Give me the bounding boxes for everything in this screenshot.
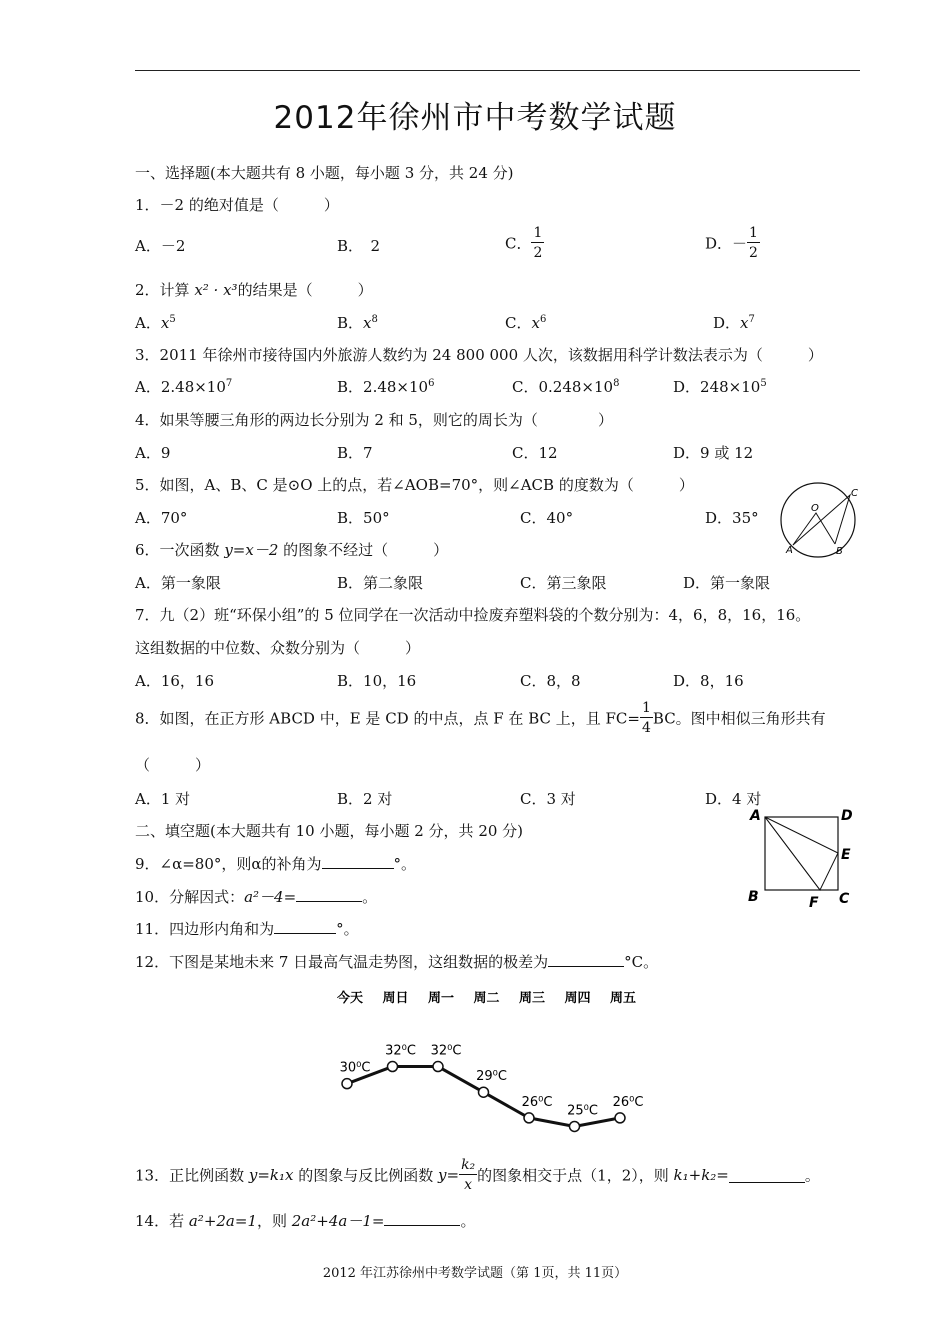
data-label: 25⁰C xyxy=(567,1103,598,1119)
q14: 14．若 a²+2a=1，则 2a²+4a－1= 。 xyxy=(135,1212,476,1230)
q6-option-a: A．第一象限 xyxy=(135,574,221,592)
q7-stem-line1: 7．九（2）班“环保小组”的 5 位同学在一次活动中捡废弃塑料袋的个数分别为：4，6，8，16，16。 xyxy=(135,606,811,624)
q11: 11．四边形内角和为 °。 xyxy=(135,920,359,938)
data-point xyxy=(388,1062,398,1072)
category-label: 周日 xyxy=(382,991,409,1006)
data-point xyxy=(524,1113,534,1123)
section-1-heading: 一、选择题(本大题共有 8 小题，每小题 3 分，共 24 分) xyxy=(135,164,514,182)
q4-stem: 4．如果等腰三角形的两边长分别为 2 和 5，则它的周长为（ ） xyxy=(135,411,613,429)
q7-option-c: C．8，8 xyxy=(520,672,581,690)
q6-option-b: B．第二象限 xyxy=(337,574,424,592)
data-point xyxy=(342,1079,352,1089)
q7-option-d: D．8，16 xyxy=(673,672,744,690)
category-label: 周四 xyxy=(564,991,591,1006)
q11-blank[interactable] xyxy=(274,919,336,934)
q2-option-d: D．$x^7$ xyxy=(713,314,755,332)
q6-option-d: D．第一象限 xyxy=(683,574,771,592)
data-label: 30⁰C xyxy=(339,1060,371,1076)
q3-option-b: B．$2.48\times 10^6$ xyxy=(337,378,435,396)
label-e: E xyxy=(841,847,851,863)
label-f: F xyxy=(809,895,819,909)
angle-acb xyxy=(793,495,850,545)
q3-stem: 3．2011 年徐州市接待国内外旅游人数约为 24 800 000 人次，该数据用科学计数法表示为（ ） xyxy=(135,346,823,364)
q8-option-a: A．1 对 xyxy=(135,790,191,808)
label-b: B xyxy=(836,546,843,557)
label-a: A xyxy=(750,808,761,824)
q5-option-b: B．50° xyxy=(337,509,390,527)
category-label: 今天 xyxy=(336,991,364,1006)
label-b: B xyxy=(748,889,759,905)
data-label: 26⁰C xyxy=(521,1094,553,1110)
q3-option-a: A．$2.48\times 10^7$ xyxy=(135,378,233,396)
label-d: D xyxy=(841,808,853,824)
data-point xyxy=(479,1087,489,1097)
q2-stem: 2．计算 x² · x³的结果是（ ） xyxy=(135,281,373,299)
q5-stem: 5．如图，A、B、C 是⊙O 上的点，若∠AOB=70°，则∠ACB 的度数为（ ） xyxy=(135,476,694,494)
q8-stem: 8．如图，在正方形 ABCD 中，E 是 CD 的中点，点 F 在 BC 上，且 FC= $\frac{1}{4}$ BC。图中相似三角形共有 xyxy=(135,700,826,736)
label-a: A xyxy=(786,545,793,556)
q3-option-c: C．$0.248\times 10^8$ xyxy=(512,378,620,396)
category-label: 周一 xyxy=(427,991,455,1006)
q6-option-c: C．第三象限 xyxy=(520,574,607,592)
q5-option-d: D．35° xyxy=(705,509,759,527)
q2-option-a: A．$x^5$ xyxy=(135,314,176,332)
q1-option-d: D．－ $\frac{1}{2}$ xyxy=(705,225,758,261)
q14-blank[interactable] xyxy=(384,1211,460,1226)
triangle-aef xyxy=(765,817,838,890)
q3-option-d: D．$248\times 10^5$ xyxy=(673,378,767,396)
label-o: O xyxy=(811,503,819,514)
label-c: C xyxy=(851,488,858,499)
q9-blank[interactable] xyxy=(322,854,394,869)
data-label: 32⁰C xyxy=(385,1043,416,1059)
section-2-heading: 二、填空题(本大题共有 10 小题，每小题 2 分，共 20 分) xyxy=(135,822,524,840)
q10-blank[interactable] xyxy=(296,887,362,902)
data-point xyxy=(615,1113,625,1123)
q7-option-a: A．16，16 xyxy=(135,672,215,690)
q10: 10．分解因式：a²－4= 。 xyxy=(135,888,378,906)
q7-stem-line2: 这组数据的中位数、众数分别为（ ） xyxy=(135,639,421,657)
square-abcd xyxy=(765,817,838,890)
q1-stem: 1．－2 的绝对值是（ ） xyxy=(135,196,339,214)
angle-aob xyxy=(793,513,835,545)
data-point xyxy=(433,1062,443,1072)
category-label: 周五 xyxy=(609,991,637,1006)
data-point xyxy=(570,1121,580,1131)
category-label: 周二 xyxy=(473,991,500,1006)
q2-option-b: B．$x^8$ xyxy=(337,314,378,332)
q5-circle-figure xyxy=(778,480,860,560)
data-label: 29⁰C xyxy=(476,1069,507,1085)
q4-option-c: C．12 xyxy=(512,444,558,462)
q8-option-b: B．2 对 xyxy=(337,790,393,808)
q13: 13．正比例函数 y=k₁x 的图象与反比例函数 y= $\frac{\text{k₂}}{x}$ 的图象相交于点（1，2），则 k₁+k₂= 。 xyxy=(135,1157,820,1193)
data-label: 26⁰C xyxy=(612,1094,644,1110)
q9: 9．∠α=80°，则α的补角为 °。 xyxy=(135,855,417,873)
q4-option-d: D．9 或 12 xyxy=(673,444,754,462)
q7-option-b: B．10，16 xyxy=(337,672,417,690)
data-label: 32⁰C xyxy=(430,1043,462,1059)
page-title: 2012年徐州市中考数学试题 xyxy=(273,100,677,136)
q13-blank[interactable] xyxy=(729,1168,805,1183)
q8-paren: （ ） xyxy=(135,756,211,774)
q5-option-c: C．40° xyxy=(520,509,574,527)
q6-stem: 6．一次函数 y=x－2 的图象不经过（ ） xyxy=(135,541,449,559)
q4-option-b: B．7 xyxy=(337,444,373,462)
header-rule xyxy=(135,70,860,71)
q8-square-figure xyxy=(745,805,860,909)
label-c: C xyxy=(839,891,850,907)
temperature-trend-chart xyxy=(300,980,660,1145)
q1-option-b: B． 2 xyxy=(337,237,381,255)
q8-option-c: C．3 对 xyxy=(520,790,576,808)
q1-option-c: C． $\frac{1}{2}$ xyxy=(505,225,543,261)
category-label: 周三 xyxy=(518,991,546,1006)
segment-af xyxy=(765,817,820,890)
q8-option-d: D．4 对 xyxy=(705,790,762,808)
q5-option-a: A．70° xyxy=(135,509,188,527)
q2-option-c: C．$x^6$ xyxy=(505,314,547,332)
q12-blank[interactable] xyxy=(548,952,624,967)
q4-option-a: A．9 xyxy=(135,444,171,462)
q12: 12．下图是某地未来 7 日最高气温走势图，这组数据的极差为 °C。 xyxy=(135,953,659,971)
q1-option-a: A．－2 xyxy=(135,237,186,255)
page-footer: 2012 年江苏徐州中考数学试题（第 1页，共 11页） xyxy=(322,1266,628,1281)
